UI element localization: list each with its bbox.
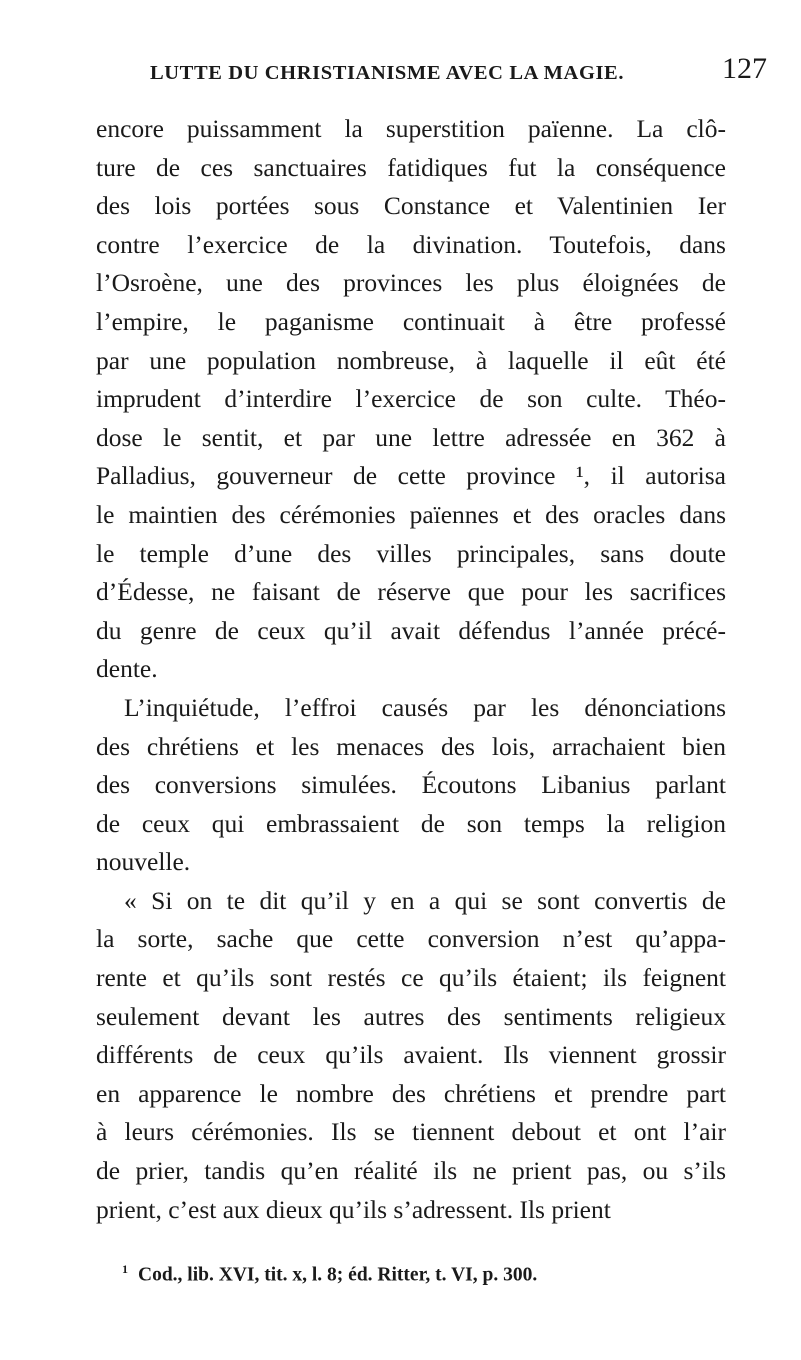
text-line: nouvelle. bbox=[96, 847, 191, 877]
footnote-marker: 1 bbox=[122, 1262, 128, 1276]
text-line: des chrétiens et les menaces des lois, arrachaient bien bbox=[96, 731, 726, 761]
text-line: le temple d’une des villes principales, sans doute bbox=[96, 538, 726, 568]
footnote bbox=[122, 1262, 742, 1287]
text-line: à leurs cérémonies. Ils se tiennent debout et ont l’air bbox=[96, 1117, 726, 1147]
text-line: la sorte, sache que cette conversion n’est qu’appa- bbox=[96, 924, 726, 954]
text-line: Palladius, gouverneur de cette province ¹, il autorisa bbox=[96, 461, 726, 491]
text-line: L’inquiétude, l’effroi causés par les dénonciations bbox=[124, 692, 726, 722]
text-line: ture de ces sanctuaires fatidiques fut la conséquence bbox=[96, 152, 726, 182]
text-line: du genre de ceux qu’il avait défendus l’année précé- bbox=[96, 615, 726, 645]
text-line: rente et qu’ils sont restés ce qu’ils étaient; ils feignent bbox=[96, 963, 726, 993]
text-line: de prier, tandis qu’en réalité ils ne prient pas, ou s’ils bbox=[96, 1156, 726, 1186]
text-line: d’Édesse, ne faisant de réserve que pour les sacrifices bbox=[96, 577, 726, 607]
text-line: différents de ceux qu’ils avaient. Ils viennent grossir bbox=[96, 1040, 726, 1070]
footnote-text: Cod., lib. XVI, tit. x, l. 8; éd. Ritter, t. VI, p. 300. bbox=[138, 1264, 538, 1286]
text-line: « Si on te dit qu’il y en a qui se sont convertis de bbox=[124, 885, 726, 915]
text-line: par une population nombreuse, à laquelle il eût été bbox=[96, 345, 726, 375]
text-line: imprudent d’interdire l’exercice de son culte. Théo- bbox=[96, 384, 726, 414]
text-line: dente. bbox=[96, 654, 158, 684]
page-number: 127 bbox=[722, 52, 767, 85]
text-line: seulement devant les autres des sentiments religieux bbox=[96, 1001, 726, 1031]
text-line: l’Osroène, une des provinces les plus éloignées de bbox=[96, 268, 726, 298]
text-line: des lois portées sous Constance et Valentinien Ier bbox=[96, 191, 726, 221]
text-line: dose le sentit, et par une lettre adressée en 362 à bbox=[96, 422, 726, 452]
text-line: en apparence le nombre des chrétiens et prendre part bbox=[96, 1078, 726, 1108]
text-line: le maintien des cérémonies païennes et des oracles dans bbox=[96, 499, 726, 529]
page-header bbox=[0, 52, 801, 92]
text-line: contre l’exercice de la divination. Toutefois, dans bbox=[96, 229, 726, 259]
text-line: des conversions simulées. Écoutons Libanius parlant bbox=[96, 770, 726, 800]
running-title: LUTTE DU CHRISTIANISME AVEC LA MAGIE. bbox=[150, 62, 625, 84]
text-line: encore puissamment la superstition païenne. La clô- bbox=[96, 114, 726, 143]
text-line: de ceux qui embrassaient de son temps la religion bbox=[96, 808, 726, 838]
body-text bbox=[96, 110, 726, 1229]
text-line: l’empire, le paganisme continuait à être professé bbox=[96, 306, 726, 336]
text-line: prient, c’est aux dieux qu’ils s’adressent. Ils prient bbox=[96, 1194, 611, 1224]
